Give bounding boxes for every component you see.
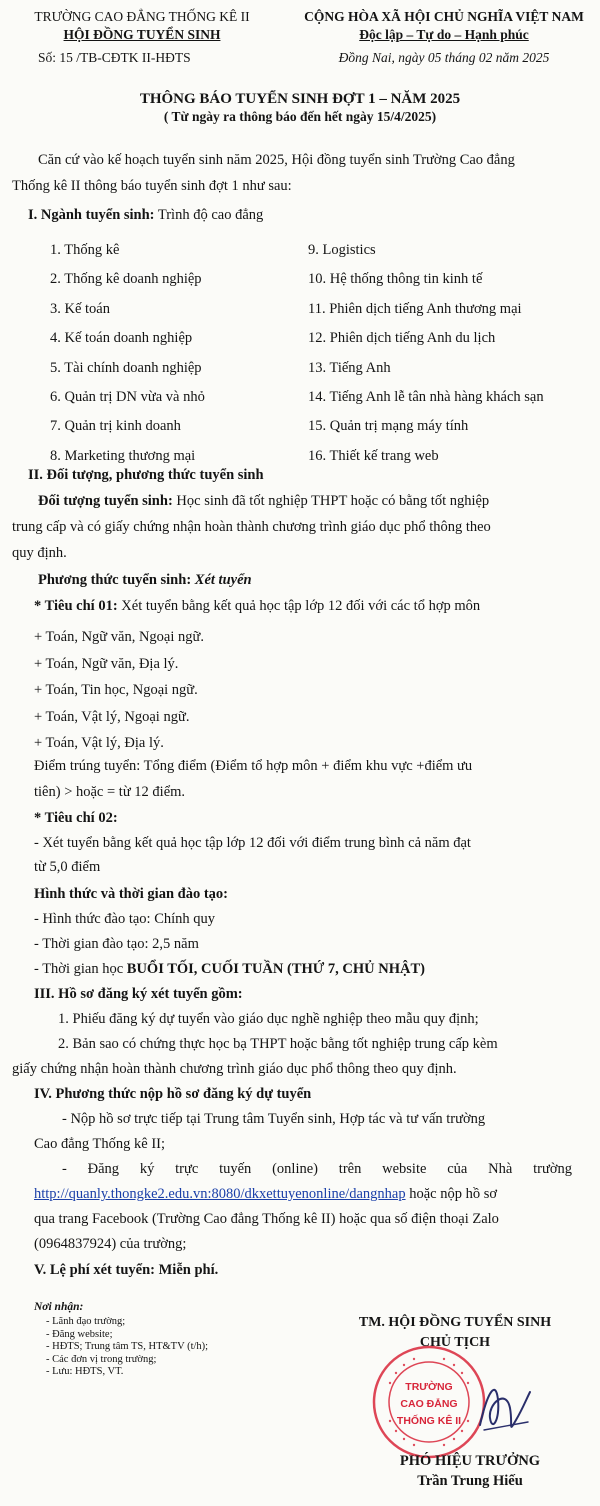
submission-online-line-1: - Đăng ký trực tuyến (online) trên website của Nhà trường — [62, 1161, 572, 1177]
online-registration-link[interactable]: http://quanly.thongke2.edu.vn:8080/dkxettuyenonline/dangnhap — [34, 1186, 406, 1202]
training-time-value: BUỔI TỐI, CUỐI TUẦN (THỨ 7, CHỦ NHẬT) — [126, 961, 426, 977]
section-2-heading: II. Đối tượng, phương thức tuyển sinh — [28, 467, 264, 483]
submission-online-line-4: (0964837924) của trường; — [34, 1236, 187, 1252]
signer-name: Trần Trung Hiếu — [417, 1473, 523, 1489]
major-item: 15. Quản trị mạng máy tính — [308, 418, 469, 435]
combo-item: + Toán, Ngữ văn, Ngoại ngữ. — [34, 629, 205, 645]
major-item: 11. Phiên dịch tiếng Anh thương mại — [308, 300, 522, 317]
document-subtitle: ( Từ ngày ra thông báo đến hết ngày 15/4/2025) — [163, 109, 437, 124]
target-line-2: trung cấp và có giấy chứng nhận hoàn thành chương trình giáo dục phổ thông theo — [12, 519, 491, 535]
target-line-1 — [38, 492, 489, 510]
submission-online-line-3: qua trang Facebook (Trường Cao đẳng Thống kê II) hoặc qua số điện thoại Zalo — [34, 1211, 499, 1227]
recipient-item: - Đăng website; — [46, 1328, 113, 1340]
subject-combinations — [34, 624, 204, 757]
majors-left-column — [50, 236, 205, 471]
documents-item-2-line-1: 2. Bản sao có chứng thực học bạ THPT hoặc bằng tốt nghiệp trung cấp kèm — [58, 1036, 498, 1052]
combo-item: + Toán, Vật lý, Địa lý. — [34, 735, 164, 752]
major-item: 1. Thống kê — [50, 242, 120, 258]
recipient-item: - HĐTS; Trung tâm TS, HT&TV (t/h); — [46, 1341, 209, 1352]
criterion-1 — [34, 597, 480, 615]
intro-line-2: Thống kê II thông báo tuyển sinh đợt 1 như sau: — [12, 178, 292, 194]
recipient-item: - Lưu: HĐTS, VT. — [46, 1366, 124, 1377]
recipient-item: - Lãnh đạo trường; — [46, 1316, 126, 1327]
major-item: 7. Quản trị kinh doanh — [50, 418, 181, 435]
document-number: Số: 15 /TB-CĐTK II-HĐTS — [38, 50, 191, 65]
major-item: 12. Phiên dịch tiếng Anh du lịch — [308, 330, 496, 347]
online-after-link: hoặc nộp hồ sơ — [405, 1186, 498, 1202]
major-item: 5. Tài chính doanh nghiệp — [50, 359, 202, 376]
country-name: CỘNG HÒA XÃ HỘI CHỦ NGHĨA VIỆT NAM — [304, 9, 584, 24]
documents-item-2-line-2: giấy chứng nhận hoàn thành chương trình giáo dục phổ thông theo quy định. — [12, 1061, 457, 1077]
training-heading: Hình thức và thời gian đào tạo: — [34, 886, 228, 902]
documents-item-1: 1. Phiếu đăng ký dự tuyển vào giáo dục nghề nghiệp theo mẫu quy định; — [58, 1011, 479, 1027]
section-4-heading: IV. Phương thức nộp hồ sơ đăng ký dự tuyển — [34, 1086, 312, 1102]
seal-text-2: CAO ĐẲNG — [400, 1398, 458, 1410]
criterion-1-label: * Tiêu chí 01: — [34, 598, 118, 614]
combo-item: + Toán, Vật lý, Ngoại ngữ. — [34, 708, 190, 725]
major-item: 14. Tiếng Anh lễ tân nhà hàng khách sạn — [308, 389, 544, 406]
majors-right-column — [308, 236, 544, 471]
handwritten-signature — [470, 1370, 540, 1440]
national-motto: Độc lập – Tự do – Hạnh phúc — [359, 27, 529, 42]
major-item: 8. Marketing thương mại — [50, 447, 196, 464]
criterion-2-label: * Tiêu chí 02: — [34, 810, 118, 826]
criterion-2-line-2: từ 5,0 điểm — [34, 859, 101, 875]
seal-text-3: THỐNG KÊ II — [396, 1415, 462, 1427]
seal-text-1: TRƯỜNG — [405, 1381, 453, 1393]
major-item: 16. Thiết kế trang web — [308, 447, 439, 464]
training-time-label: - Thời gian học — [34, 961, 127, 977]
recipient-item: - Các đơn vị trong trường; — [46, 1353, 157, 1365]
school-name: TRƯỜNG CAO ĐẲNG THỐNG KÊ II — [34, 9, 250, 24]
section-5-heading: V. Lệ phí xét tuyển: Miễn phí. — [34, 1262, 219, 1278]
recipients-list — [46, 1316, 208, 1379]
document-date: Đồng Nai, ngày 05 tháng 02 năm 2025 — [338, 50, 550, 65]
submission-online-line-2 — [34, 1185, 497, 1203]
method-label: Phương thức tuyển sinh: — [38, 572, 195, 588]
recipients-label: Nơi nhận: — [34, 1301, 84, 1313]
major-item: 10. Hệ thống thông tin kinh tế — [308, 271, 483, 288]
score-line-2: tiên) > hoặc = từ 12 điểm. — [34, 784, 186, 800]
signer-title: PHÓ HIỆU TRƯỞNG — [399, 1453, 541, 1469]
method-value: Xét tuyển — [194, 572, 252, 588]
target-line-3: quy định. — [12, 545, 67, 561]
criterion-1-text: Xét tuyển bằng kết quả học tập lớp 12 đối với các tổ hợp môn — [117, 598, 481, 614]
combo-item: + Toán, Tin học, Ngoại ngữ. — [34, 682, 198, 699]
section-1-level: Trình độ cao đẳng — [154, 207, 264, 223]
target-text: Học sinh đã tốt nghiệp THPT hoặc có bằng tốt nghiệp — [172, 493, 490, 509]
major-item: 3. Kế toán — [50, 300, 110, 317]
target-label: Đối tượng tuyển sinh: — [38, 493, 173, 509]
major-item: 9. Logistics — [308, 242, 376, 258]
document-title: THÔNG BÁO TUYỂN SINH ĐỢT 1 – NĂM 2025 — [139, 91, 461, 107]
score-line-1: Điểm trúng tuyển: Tổng điểm (Điểm tổ hợp môn + điểm khu vực +điểm ưu — [34, 758, 473, 774]
section-3-heading: III. Hồ sơ đăng ký xét tuyển gồm: — [34, 986, 243, 1002]
combo-item: + Toán, Ngữ văn, Địa lý. — [34, 655, 179, 672]
section-1-title: I. Ngành tuyển sinh: — [28, 207, 155, 223]
major-item: 4. Kế toán doanh nghiệp — [50, 330, 193, 347]
major-item: 2. Thống kê doanh nghiệp — [50, 271, 202, 288]
admission-method — [38, 571, 252, 589]
council-name: HỘI ĐỒNG TUYỂN SINH — [63, 27, 221, 42]
submission-direct-line-2: Cao đẳng Thống kê II; — [34, 1136, 166, 1152]
signature-role: CHỦ TỊCH — [419, 1335, 491, 1350]
signature-council: TM. HỘI ĐỒNG TUYỂN SINH — [358, 1315, 552, 1330]
training-form: - Hình thức đào tạo: Chính quy — [34, 911, 216, 927]
intro-line-1: Căn cứ vào kế hoạch tuyển sinh năm 2025, Hội đồng tuyển sinh Trường Cao đẳng — [38, 152, 515, 168]
submission-direct-line-1: - Nộp hồ sơ trực tiếp tại Trung tâm Tuyển sinh, Hợp tác và tư vấn trường — [62, 1111, 486, 1127]
major-item: 6. Quản trị DN vừa và nhỏ — [50, 389, 205, 406]
training-duration: - Thời gian đào tạo: 2,5 năm — [34, 936, 199, 952]
major-item: 13. Tiếng Anh — [308, 359, 391, 376]
training-time — [34, 960, 425, 978]
section-1-heading — [28, 206, 263, 224]
criterion-2-line-1: - Xét tuyển bằng kết quả học tập lớp 12 đối với điểm trung bình cả năm đạt — [34, 835, 471, 851]
